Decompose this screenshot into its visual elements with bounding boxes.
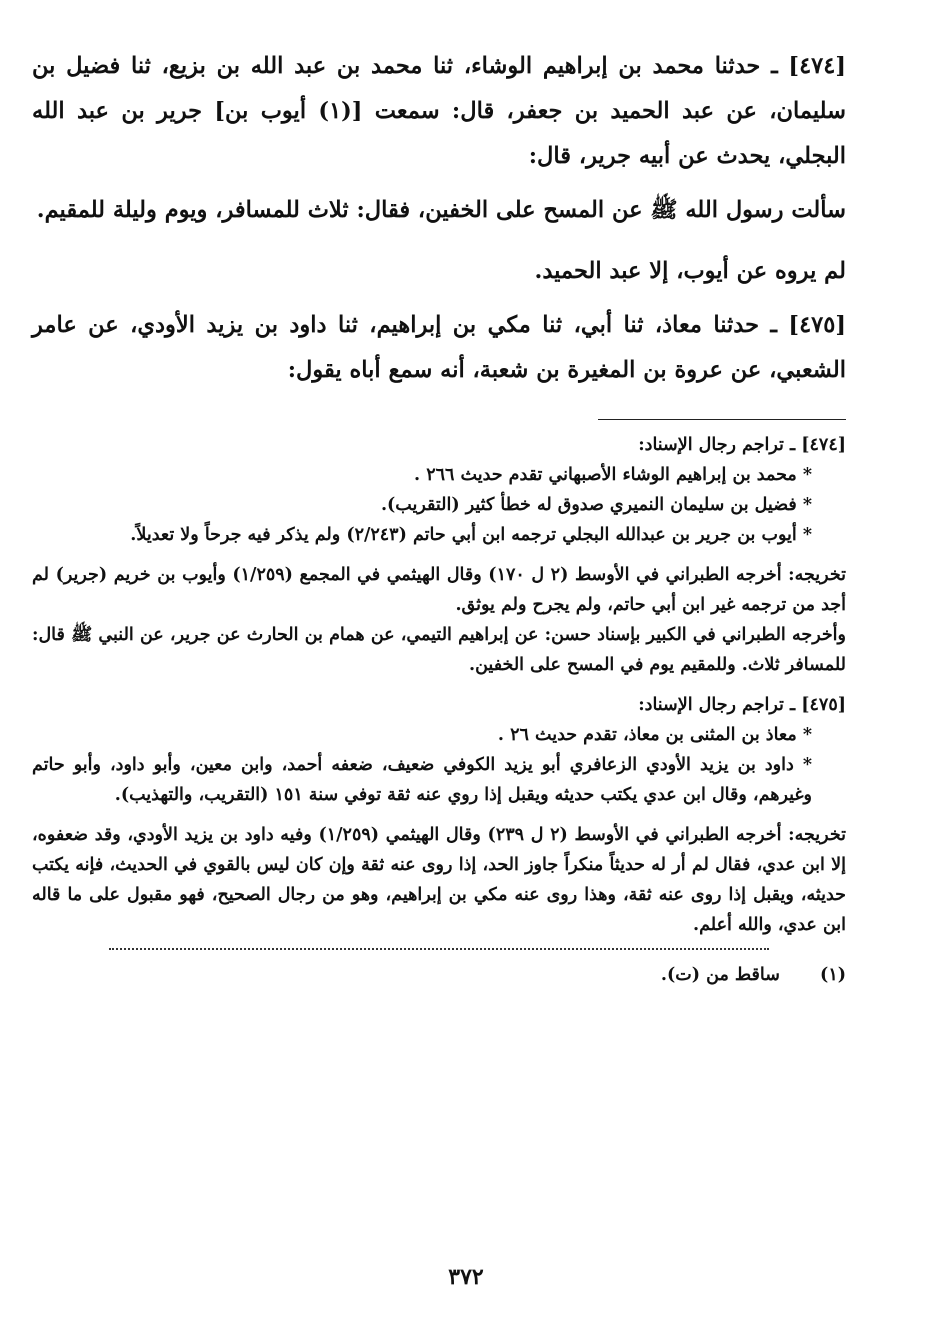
notes-475-narrator-2: * داود بن يزيد الأودي الزعافري أبو يزيد الكوفي ضعيف، ضعفه أحمد، وابن معين، وأبو داود، وأبو حاتم وغيرهم، وقال ابن عدي يكتب حديثه ويقبل إذا روي عنه ثقة توفي سنة ١٥١ (التقريب، والتهذيب).: [32, 755, 812, 805]
notes-474-narrator-2: * فضيل بن سليمان النميري صدوق له خطأ كثير (التقريب).: [380, 495, 812, 515]
footnote-number: (١): [820, 965, 846, 985]
commentary-notes: [32, 430, 846, 940]
hadith-475-chain: [٤٧٥] ـ حدثنا معاذ، ثنا أبي، ثنا مكي بن إبراهيم، ثنا داود بن يزيد الأودي، عن عامر الشعبي، عن عروة بن المغيرة بن شعبة، أنه سمع أباه يقول:: [32, 312, 846, 383]
page-number: ٣٧٢: [448, 1264, 484, 1290]
notes-474-takhrij-1: تخريجه: أخرجه الطبراني في الأوسط (٢ ل ١٧٠) وقال الهيثمي في المجمع (١/٢٥٩) وأيوب بن خريم (جرير) لم أجد من ترجمه غير ابن أبي حاتم، ولم يجرح ولم يوثق.: [32, 565, 847, 615]
notes-475-narrator-1: * معاذ بن المثنى بن معاذ، تقدم حديث ٢٦ .: [497, 725, 812, 745]
page-body: [32, 44, 846, 990]
notes-divider: [598, 419, 846, 420]
notes-474-takhrij-2: وأخرجه الطبراني في الكبير بإسناد حسن: عن إبراهيم التيمي، عن همام بن الحارث عن جرير، عن النبي ﷺ قال: للمسافر ثلاث. وللمقيم يوم في المسح على الخفين.: [32, 625, 846, 675]
notes-474-narrator-1: * محمد بن إبراهيم الوشاء الأصبهاني تقدم حديث ٢٦٦ .: [414, 465, 812, 485]
hadith-474-matn: سألت رسول الله ﷺ عن المسح على الخفين، فقال: ثلاث للمسافر، ويوم وليلة للمقيم.: [36, 197, 846, 223]
footnote-text: ساقط من (ت).: [660, 965, 780, 985]
footnote: [32, 960, 846, 990]
hadith-text: [32, 44, 846, 393]
footnote-divider: [109, 948, 769, 950]
hadith-474-comment: لم يروه عن أيوب، إلا عبد الحميد.: [534, 258, 846, 284]
notes-474-narrator-3: * أيوب بن جرير بن عبدالله البجلي ترجمه ابن أبي حاتم (٢/٢٤٣) ولم يذكر فيه جرحاً ولا تعديلاً.: [130, 525, 812, 545]
notes-475-takhrij: تخريجه: أخرجه الطبراني في الأوسط (٢ ل ٢٣٩) وقال الهيثمي (١/٢٥٩) وفيه داود بن يزيد الأودي، وقد ضعفوه، إلا ابن عدي، فقال لم أر له حديثاً منكراً جاوز الحد، إذا روى عنه ثقة وإن كان ليس بالقوي في الحديث، فإنه يكتب حديثه، ويقبل إذا روى عنه ثقة، وهذا روى عنه مكي بن إبراهيم، وهو من رجال الصحيح، فهو مقبول على ما قاله ابن عدي، والله أعلم.: [32, 825, 847, 935]
hadith-474-chain: [٤٧٤] ـ حدثنا محمد بن إبراهيم الوشاء، ثنا محمد بن عبد الله بن بزيع، ثنا فضيل بن سليمان، عن عبد الحميد بن جعفر، قال: سمعت [(١) أيوب بن] جرير بن عبد الله البجلي، يحدث عن أبيه جرير، قال:: [32, 53, 846, 169]
notes-475-heading: [٤٧٥] ـ تراجم رجال الإسناد:: [638, 695, 846, 715]
notes-474-heading: [٤٧٤] ـ تراجم رجال الإسناد:: [638, 435, 846, 455]
